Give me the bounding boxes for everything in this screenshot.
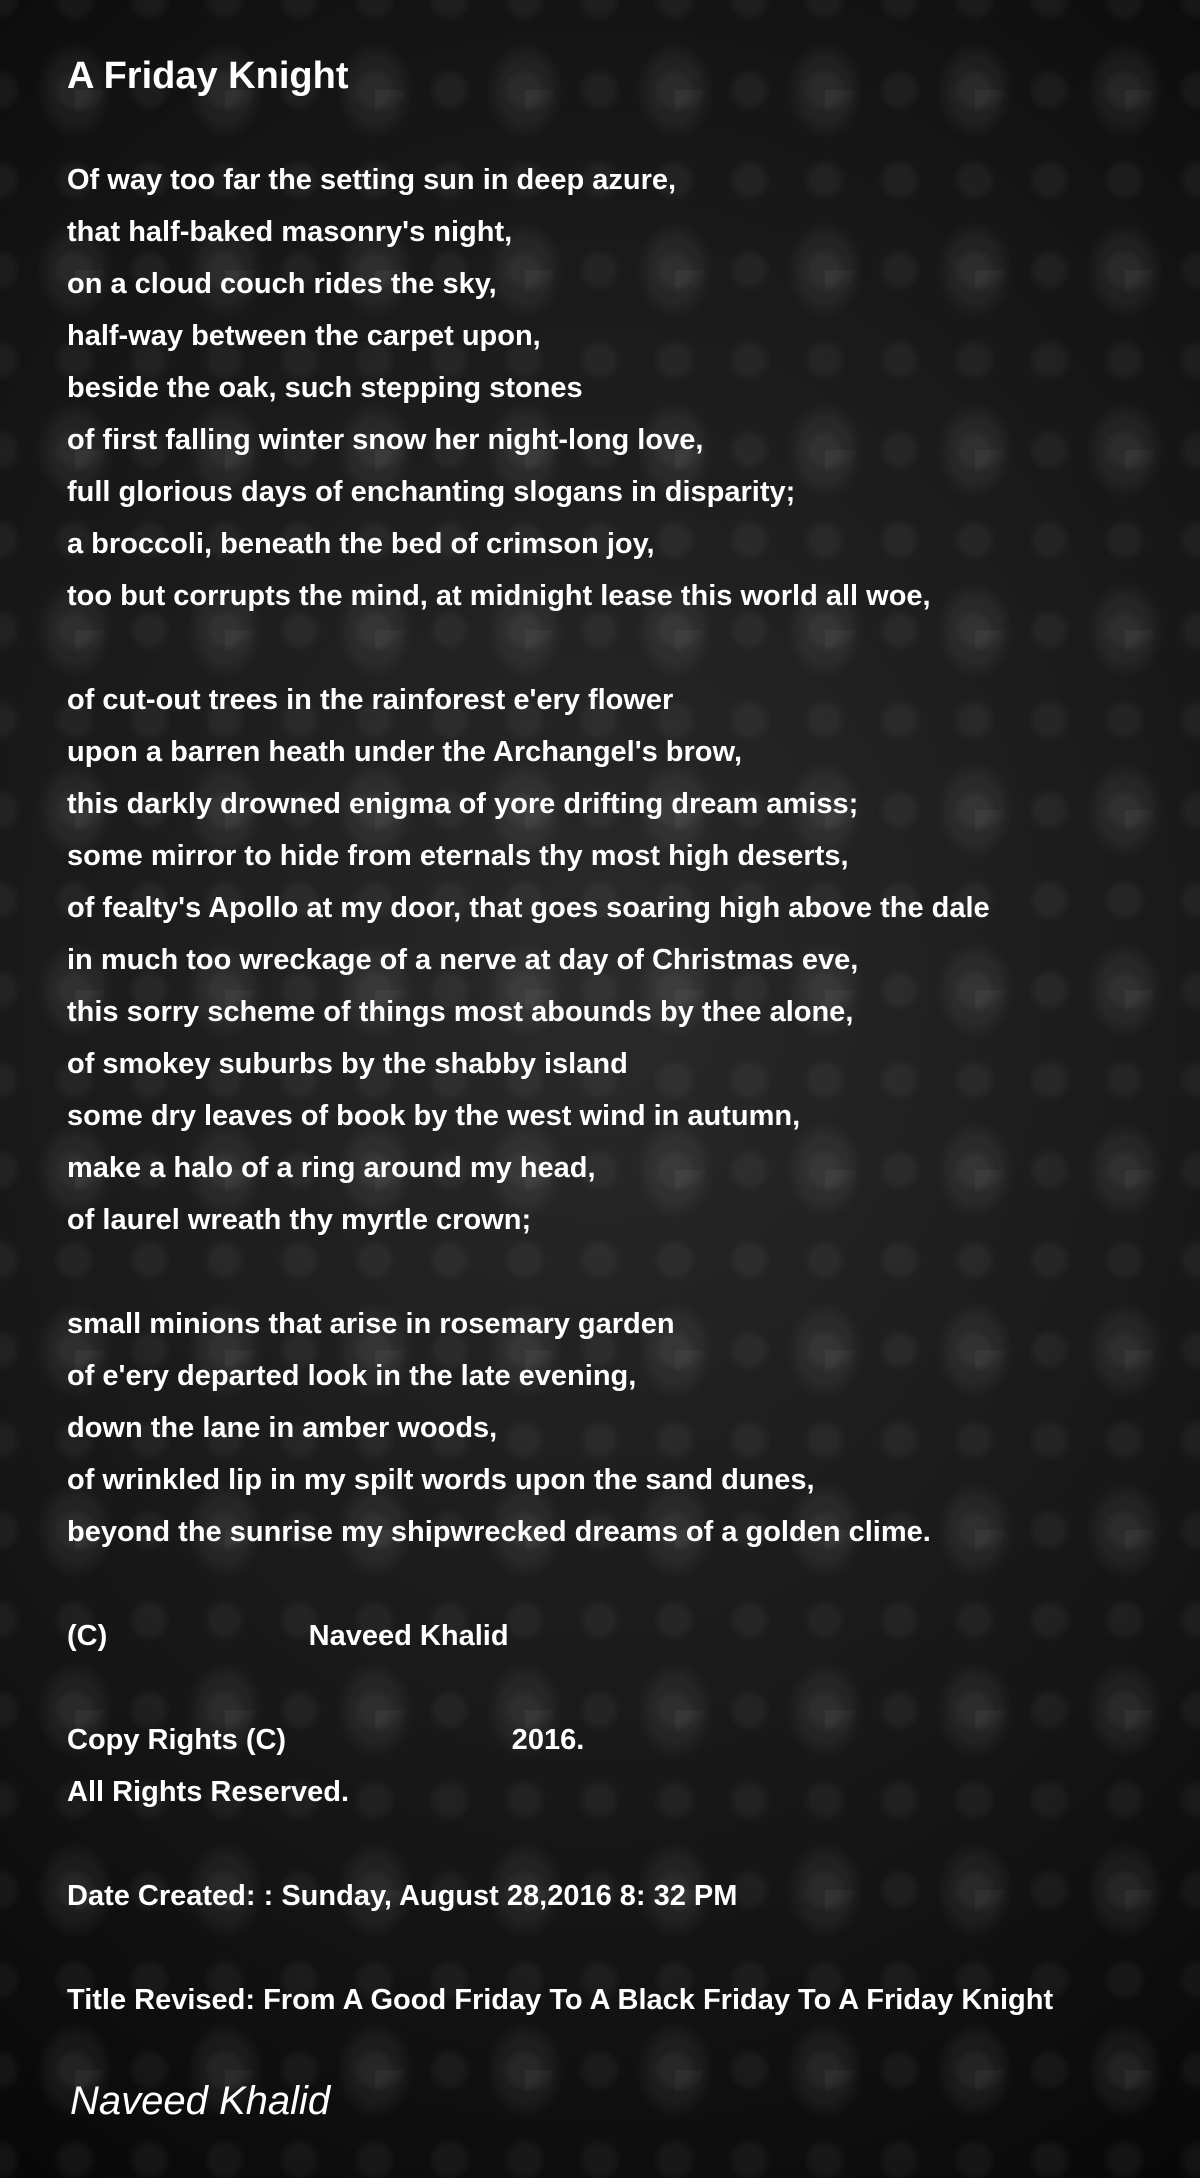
poem-line: of laurel wreath thy myrtle crown; [67, 1204, 532, 1236]
stanza-break [67, 622, 1197, 674]
poem-line: upon a barren heath under the Archangel's brow, [67, 736, 743, 768]
poem-line: beside the oak, such stepping stones [67, 372, 583, 404]
poem-line: of cut-out trees in the rainforest e'ery flower [67, 684, 674, 716]
poem-title: A Friday Knight [67, 55, 349, 97]
poem-line: of wrinkled lip in my spilt words upon the sand dunes, [67, 1464, 815, 1496]
copyright-author-line: (C) Naveed Khalid [67, 1620, 509, 1652]
poem-line: a broccoli, beneath the bed of crimson joy, [67, 528, 655, 560]
poem-line: that half-baked masonry's night, [67, 216, 513, 248]
poem-line: small minions that arise in rosemary garden [67, 1308, 675, 1340]
poem-line: down the lane in amber woods, [67, 1412, 498, 1444]
rights-reserved-line: All Rights Reserved. [67, 1776, 350, 1808]
stanza-break [67, 1922, 1197, 1974]
date-created-line: Date Created: : Sunday, August 28,2016 8: 32 PM [67, 1880, 738, 1912]
poem-line: some dry leaves of book by the west wind in autumn, [67, 1100, 801, 1132]
poem-line: this sorry scheme of things most abounds by thee alone, [67, 996, 854, 1028]
poem-line: on a cloud couch rides the sky, [67, 268, 497, 300]
poem-line: of smokey suburbs by the shabby island [67, 1048, 628, 1080]
poem-line: Of way too far the setting sun in deep azure, [67, 164, 677, 196]
poem-line: of first falling winter snow her night-long love, [67, 424, 704, 456]
poem-body [67, 154, 1197, 2026]
poem-line: beyond the sunrise my shipwrecked dreams of a golden clime. [67, 1516, 931, 1548]
author-signature: Naveed Khalid [70, 2079, 331, 2123]
poem-line: half-way between the carpet upon, [67, 320, 541, 352]
stanza-break [67, 1558, 1197, 1610]
poem-line: this darkly drowned enigma of yore drifting dream amiss; [67, 788, 859, 820]
stanza-break [67, 1818, 1197, 1870]
title-revised-line: Title Revised: From A Good Friday To A Black Friday To A Friday Knight [67, 1984, 1054, 2016]
poem-line: full glorious days of enchanting slogans in disparity; [67, 476, 796, 508]
copyright-year-line: Copy Rights (C) 2016. [67, 1724, 585, 1756]
poem-line: make a halo of a ring around my head, [67, 1152, 596, 1184]
poem-line: of fealty's Apollo at my door, that goes soaring high above the dale [67, 892, 990, 924]
poem-line: of e'ery departed look in the late evening, [67, 1360, 637, 1392]
poem-line: in much too wreckage of a nerve at day of Christmas eve, [67, 944, 859, 976]
stanza-break [67, 1246, 1197, 1298]
poem-line: too but corrupts the mind, at midnight lease this world all woe, [67, 580, 931, 612]
poem-line: some mirror to hide from eternals thy most high deserts, [67, 840, 849, 872]
stanza-break [67, 1662, 1197, 1714]
